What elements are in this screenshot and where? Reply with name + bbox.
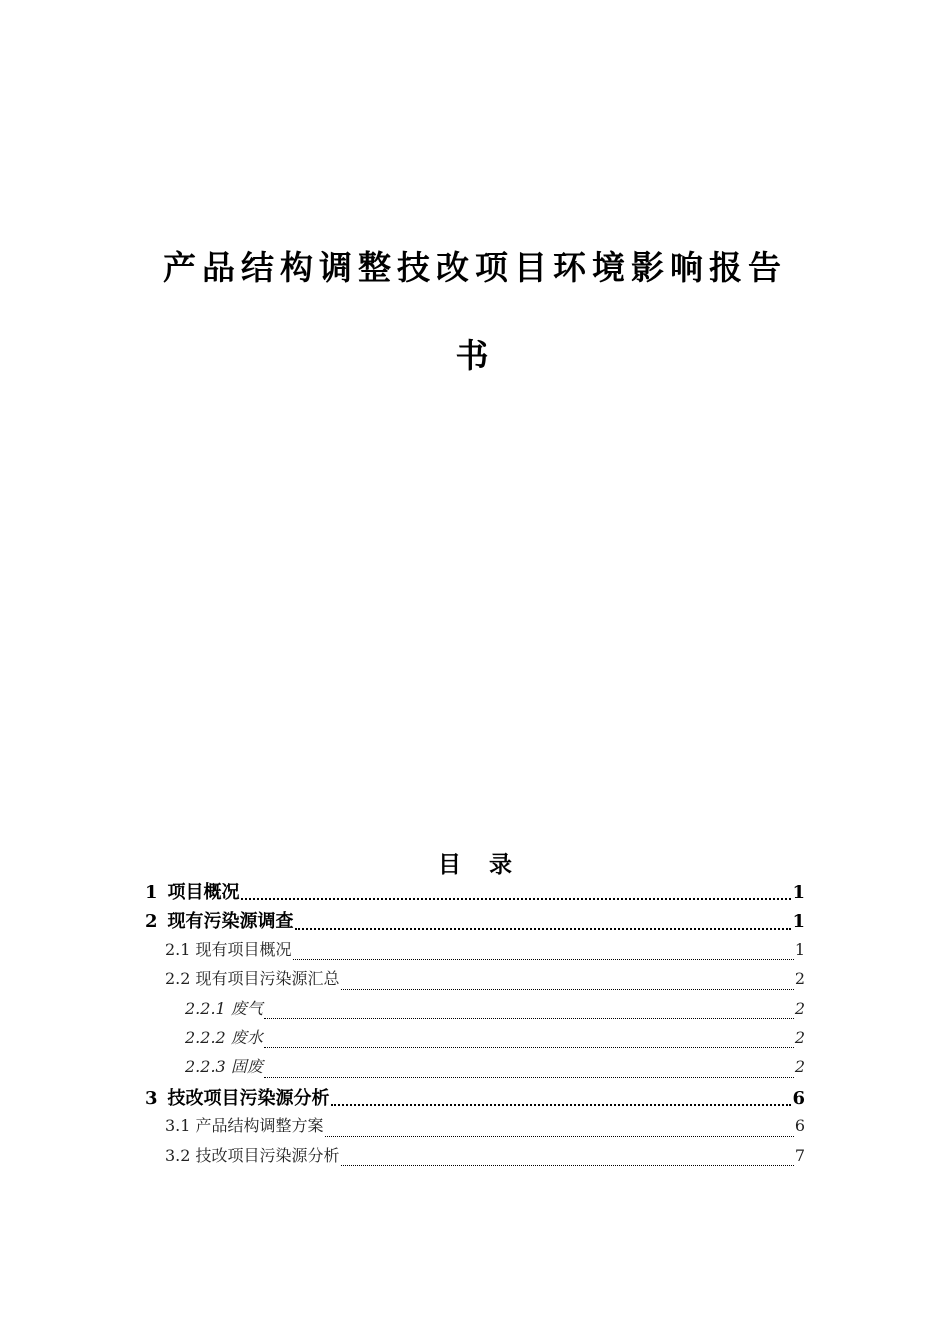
toc-dot-leader bbox=[325, 1136, 794, 1137]
toc-entry-text: 现有项目概况 bbox=[195, 939, 292, 959]
toc-dot-leader bbox=[264, 1047, 794, 1048]
toc-entry[interactable] bbox=[145, 907, 805, 936]
toc-entry-page: 2 bbox=[794, 1057, 805, 1077]
toc-dot-leader bbox=[264, 1077, 794, 1078]
toc-entry-number: 2 bbox=[145, 911, 158, 933]
toc-entry-page: 2 bbox=[794, 1027, 805, 1047]
toc-entry[interactable] bbox=[145, 878, 805, 907]
toc-entry-text: 现有污染源调查 bbox=[167, 911, 294, 933]
toc-entry-number: 2.2 bbox=[165, 969, 191, 989]
toc-dot-leader bbox=[295, 928, 792, 930]
toc-entry[interactable] bbox=[145, 996, 805, 1025]
toc-entry[interactable] bbox=[145, 966, 805, 995]
toc-entry[interactable] bbox=[145, 1025, 805, 1054]
toc-entry-text: 项目概况 bbox=[167, 882, 240, 903]
toc-entry[interactable] bbox=[145, 1113, 805, 1142]
toc-dot-leader bbox=[331, 1104, 792, 1106]
toc-entry-text: 废水 bbox=[230, 1027, 263, 1047]
table-of-contents bbox=[145, 878, 805, 1172]
toc-entry-text: 废气 bbox=[230, 998, 263, 1018]
toc-entry-page: 1 bbox=[794, 939, 805, 959]
toc-entry-page: 6 bbox=[792, 1087, 805, 1109]
toc-entry[interactable] bbox=[145, 937, 805, 966]
document-title-line-2: 书 bbox=[455, 336, 495, 375]
toc-dot-leader bbox=[341, 1165, 794, 1166]
toc-entry-text: 现有项目污染源汇总 bbox=[195, 969, 340, 989]
toc-entry-text: 技改项目污染源分析 bbox=[167, 1087, 330, 1109]
toc-entry-page: 1 bbox=[792, 911, 805, 933]
toc-entry-page: 2 bbox=[794, 998, 805, 1018]
toc-entry-number: 3.2 bbox=[165, 1145, 191, 1165]
toc-entry-number: 2.1 bbox=[165, 939, 191, 959]
toc-entry-number: 1 bbox=[145, 882, 158, 903]
toc-entry-page: 6 bbox=[794, 1116, 805, 1136]
toc-entry-number: 3.1 bbox=[165, 1116, 191, 1136]
toc-entry-number: 2.2.3 bbox=[185, 1057, 226, 1077]
toc-heading: 目录 bbox=[438, 851, 540, 878]
toc-dot-leader bbox=[241, 898, 792, 900]
toc-entry-number: 2.2.1 bbox=[185, 998, 226, 1018]
document-title-line-1: 产品结构调整技改项目环境影响报告 bbox=[163, 248, 787, 287]
toc-entry-number: 3 bbox=[145, 1087, 158, 1109]
document-title bbox=[0, 238, 950, 386]
toc-entry-page: 7 bbox=[794, 1145, 805, 1165]
toc-entry-text: 产品结构调整方案 bbox=[195, 1116, 324, 1136]
toc-entry[interactable] bbox=[145, 1084, 805, 1113]
toc-entry[interactable] bbox=[145, 1054, 805, 1083]
toc-entry-page: 2 bbox=[794, 969, 805, 989]
toc-entry-text: 固废 bbox=[230, 1057, 263, 1077]
toc-entry-page: 1 bbox=[792, 882, 805, 903]
toc-dot-leader bbox=[264, 1018, 794, 1019]
toc-entry[interactable] bbox=[145, 1143, 805, 1172]
toc-dot-leader bbox=[341, 989, 794, 990]
toc-dot-leader bbox=[293, 959, 794, 960]
toc-entry-number: 2.2.2 bbox=[185, 1027, 226, 1047]
toc-entry-text: 技改项目污染源分析 bbox=[195, 1145, 340, 1165]
